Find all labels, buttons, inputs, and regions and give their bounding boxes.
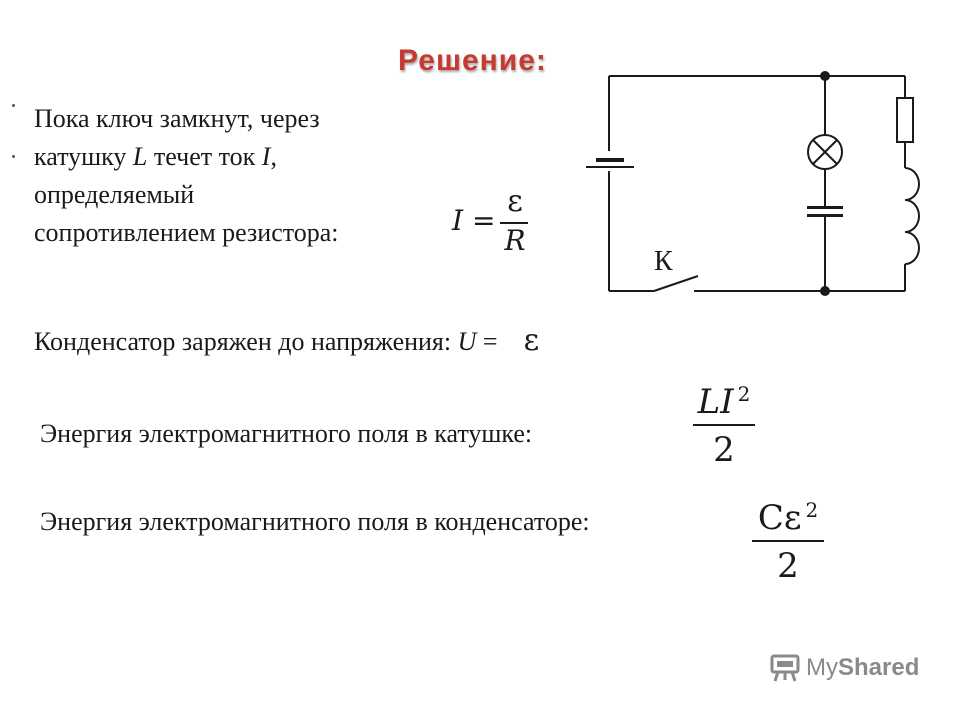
- text-segment: ,: [270, 142, 277, 171]
- formula-LI: LI: [697, 382, 734, 422]
- symbol-U: U: [457, 327, 477, 356]
- paragraph-current: [34, 100, 414, 252]
- capacitor-plate-bottom: [807, 214, 843, 217]
- fraction-denominator: 2: [777, 546, 799, 586]
- capacitor-plate-top: [807, 206, 843, 209]
- fraction-denominator: 2: [713, 430, 735, 470]
- formula-exponent: 2: [805, 498, 819, 522]
- symbol-L: L: [132, 142, 148, 171]
- fraction-bar: [752, 540, 824, 542]
- fraction-bar: [693, 424, 755, 426]
- formula-I: I: [452, 204, 464, 237]
- symbol-I: I: [261, 142, 271, 171]
- coil-energy-formula: [693, 382, 755, 470]
- junction-dot: [820, 71, 830, 81]
- presentation-board-icon: [770, 654, 800, 682]
- paragraph-line: [34, 138, 414, 176]
- bullet-dot: [12, 104, 15, 107]
- formula-exponent: 2: [737, 382, 751, 406]
- battery-long-plate: [596, 158, 624, 162]
- paragraph-line: определяемый: [34, 180, 195, 209]
- paragraph-coil-energy: Энергия электромагнитного поля в катушке:: [40, 419, 533, 448]
- resistor-icon: [897, 98, 913, 142]
- voltage-emf: ε: [523, 323, 540, 358]
- formula-R: R: [504, 224, 526, 257]
- slide-title: Решение:: [398, 44, 547, 77]
- paragraph-line: Пока ключ замкнут, через: [34, 104, 320, 133]
- junction-dot: [820, 286, 830, 296]
- formula-C-emf: Cε: [757, 498, 802, 538]
- text-segment: катушку: [34, 142, 133, 171]
- watermark-text-my: My: [806, 654, 838, 681]
- battery-short-plate: [586, 166, 634, 168]
- switch-label: К: [654, 246, 673, 277]
- paragraph-capacitor-energy: Энергия электромагнитного поля в конденсаторе:: [40, 507, 590, 536]
- text-segment: течет ток: [147, 142, 262, 171]
- text-segment: =: [476, 327, 498, 356]
- inductor-coil-icon: [905, 168, 919, 264]
- paragraph-voltage: [34, 322, 539, 361]
- bullet-dot: [12, 155, 15, 158]
- watermark-text-shared: Shared: [838, 654, 920, 681]
- formula-equals: =: [472, 204, 496, 237]
- fraction-numerator: [752, 498, 824, 538]
- capacitor-energy-formula: [752, 498, 824, 586]
- watermark-logo: [770, 654, 919, 682]
- text-segment: Конденсатор заряжен до напряжения:: [34, 327, 458, 356]
- fraction-numerator: [693, 382, 755, 422]
- formula-emf: ε: [507, 184, 523, 219]
- switch-blade: [654, 276, 698, 291]
- paragraph-line: сопротивлением резистора:: [34, 218, 339, 247]
- circuit-diagram: [580, 60, 920, 310]
